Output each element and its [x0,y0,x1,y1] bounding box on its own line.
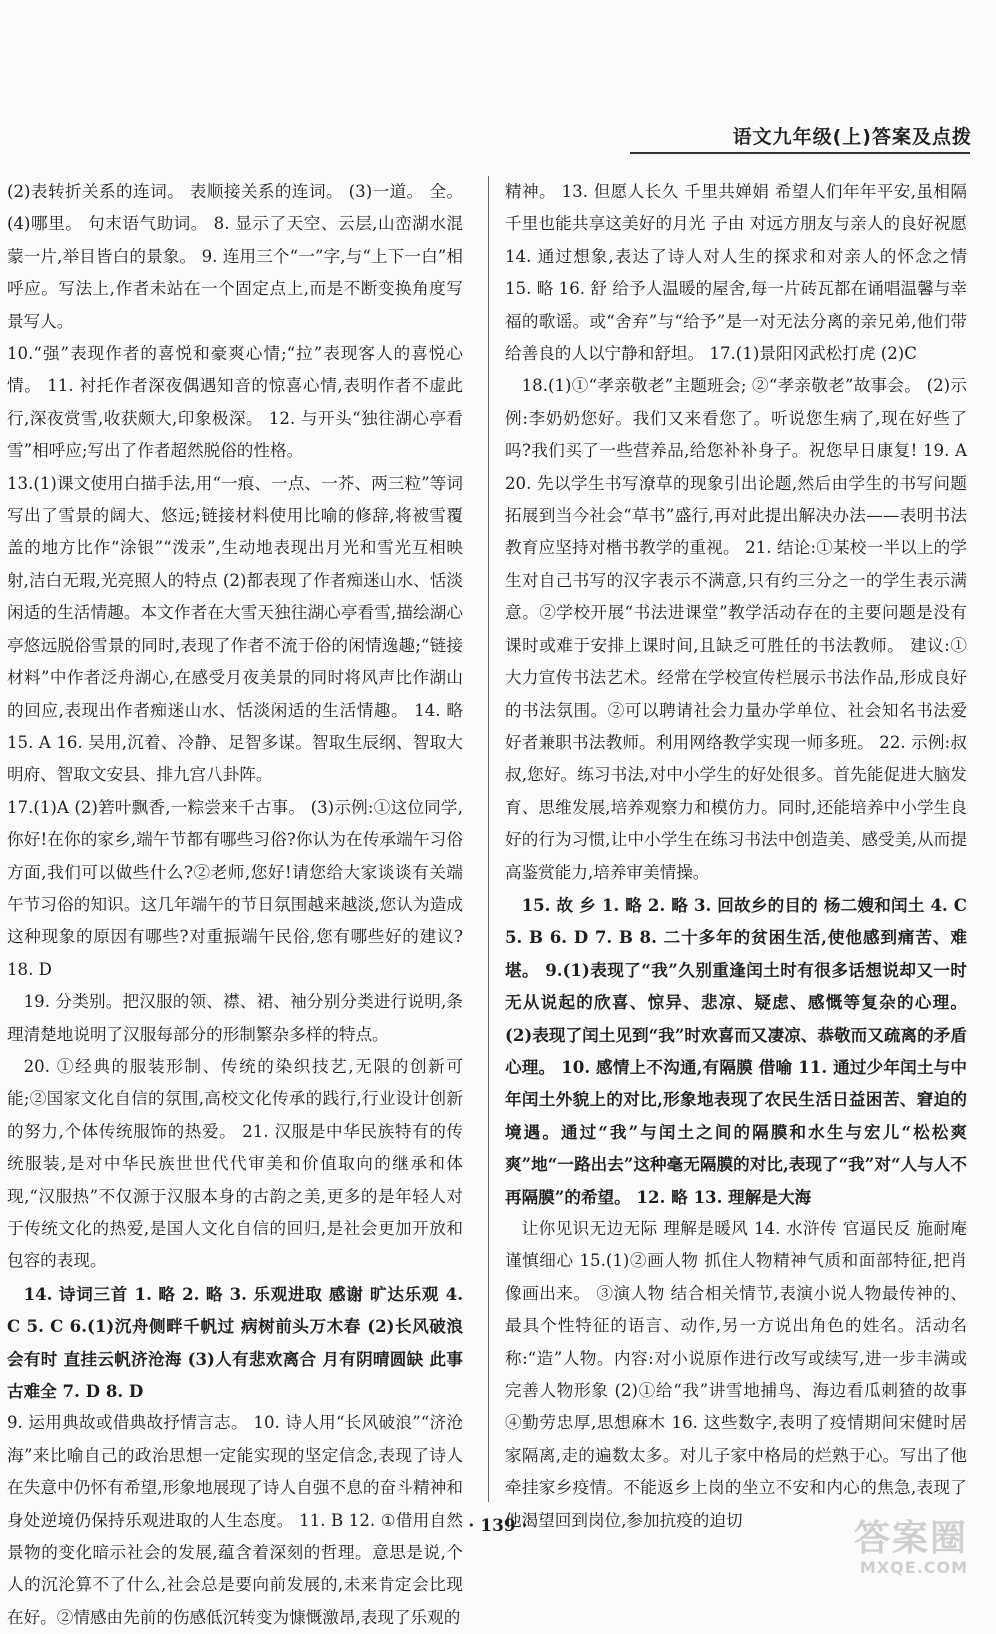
answer-paragraph: 精神。 13. 但愿人长久 千里共婵娟 希望人们年年平安,虽相隔千里也能共享这美好的月光 子由 对远方朋友与亲人的良好祝愿 14. 通过想象,表达了诗人对人生的探求和对亲人的怀念之情 15. 略 16. 舒 给予人温暖的屋舍,每一片砖瓦都在诵唱温馨与幸福的歌谣。或“舍弃”与“给予”是一对无法分离的亲兄弟,他们带给善良的人以宁静和舒坦。 17.(1)景阳冈武松打虎 (2)C [505,182,967,364]
answer-paragraph: 让你见识无边无际 理解是暖风 14. 水浒传 官逼民反 施耐庵 谨慎细心 15.(1)②画人物 抓住人物精神气质和面部特征,把肖像画出来。 ③演人物 结合相关情节,表演小说人物最传神的、最具个性特征的语言、动作,另一方说出角色的姓名。活动名称:“造”人物。内容:对小说原作进行改写或续写,进一步丰满或完善人物形象 (2)①给“我”讲雪地捕鸟、海边看瓜刺猹的故事 ④勤劳忠厚,思想麻木 16. 这些数字,表明了疫情期间宋健时居家隔离,走的遍数太多。对儿子家中格局的烂熟于心。写出了他牵挂家乡疫情。不能返乡上岗的坐立不安和内心的焦急,表现了他渴望回到岗位,参加抗疫的迫切 [505,1219,967,1530]
section-heading-hometown: 15. 故 乡 1. 略 2. 略 3. 回故乡的目的 杨二嫂和闰土 4. C 5. B 6. D 7. B 8. 二十多年的贫困生活,使他感到痛苦、难堪。 9.(1)表现了“我”久别重逢闰土时有很多话想说却又一时无从说起的欣喜、惊异、悲凉、疑虑、感慨等复杂的心理。 (2)表现了闰土见到“我”时欢喜而又凄凉、恭敬而又疏离的矛盾心理。 10. 感情上不沟通,有隔膜 借喻 11. 通过少年闰土与中年闰土外貌上的对比,形象地表现了农民生活日益困苦、窘迫的境遇。通过“我”与闰土之间的隔膜和水生与宏儿“松松爽爽”地“一路出去”这种毫无隔膜的对比,表现了“我”对“人与人不再隔膜”的希望。 12. 略 13. 理解是大海 [505,894,967,1207]
page-header-title: 语文九年级(上)答案及点拨 [732,126,972,148]
section-heading-poems: 14. 诗词三首 1. 略 2. 略 3. 乐观进取 感谢 旷达乐观 4. C 5. C 6.(1)沉舟侧畔千帆过 病树前头万木春 (2)长风破浪会有时 直挂云帆济沧海 (3)人有悲欢离合 月有阴晴圆缺 此事古难全 7. D 8. D [7,1283,463,1402]
column-divider [488,176,489,1502]
watermark-logo [854,1520,974,1582]
answer-paragraph: 19. 分类别。把汉服的领、襟、裙、袖分别分类进行说明,条理清楚地说明了汉服每部分的形制繁杂多样的特点。 [7,992,463,1044]
right-column [505,176,967,1537]
answer-paragraph: 18.(1)①“孝亲敬老”主题班会; ②“孝亲敬老”故事会。 (2)示例:李奶奶您好。我们又来看您了。听说您生病了,现在好些了吗?我们买了一些营养品,给您补补身子。祝您早日康复! 19. A 20. 先以学生书写潦草的现象引出论题,然后由学生的书写问题拓展到当今社会“草书”盛行,再对此提出解决办法——表明书法教育应坚持对楷书教学的重视。 21. 结论:①某校一半以上的学生对自己书写的汉字表示不满意,只有约三分之一的学生表示满意。②学校开展“书法进课堂”教学活动存在的主要问题是没有课时或难于安排上课时间,且缺乏可胜任的书法教师。 建议:①大力宣传书法艺术。经常在学校宣传栏展示书法作品,形成良好的书法氛围。②可以聘请社会力量办学单位、社会知名书法爱好者兼职书法教师。利用网络教学实现一师多班。 22. 示例:叔叔,您好。练习书法,对中小学生的好处很多。首先能促进大脑发育、思维发展,培养观察力和模仿力。同时,还能培养中小学生良好的行为习惯,让中小学生在练习书法中创造美、感受美,从而提高鉴赏能力,培养审美情操。 [505,376,967,882]
header-rule [630,152,970,154]
left-column [7,176,463,1634]
answer-paragraph: 13.(1)课文使用白描手法,用“一痕、一点、一芥、两三粒”等词写出了雪景的阔大、悠远;链接材料使用比喻的修辞,将被雪覆盖的地方比作“涂银”“泼汞”,生动地表现出月光和雪光互相映射,洁白无瑕,光亮照人的特点 (2)都表现了作者痴迷山水、恬淡闲适的生活情趣。本文作者在大雪天独往湖心亭看雪,描绘湖心亭悠远脱俗雪景的同时,表现了作者不流于俗的闲情逸趣;“链接材料”中作者泛舟湖心,在感受月夜美景的同时将风声比作湖山的回应,表现出作者痴迷山水、恬淡闲适的生活情趣。 14. 略 15. A 16. 吴用,沉着、冷静、足智多谋。智取生辰纲、智取大明府、智取文安县、排九宫八卦阵。 [7,473,463,785]
watermark-en: MXQE.COM [859,1558,969,1577]
answer-paragraph: (2)表转折关系的连词。 表顺接关系的连词。 (3)一道。 全。 (4)哪里。 句末语气助词。 8. 显示了天空、云层,山峦湖水混蒙一片,举目皆白的景象。 9. 连用三个“一”字,与“上下一白”相呼应。写法上,作者未站在一个固定点上,而是不断变换角度写景写人。 [7,182,463,331]
answer-paragraph: 17.(1)A (2)箬叶飘香,一粽尝来千古事。 (3)示例:①这位同学,你好!在你的家乡,端午节都有哪些习俗?你认为在传承端午习俗方面,我们可以做些什么?②老师,您好!请您给大家谈谈有关端午节习俗的知识。这几年端午的节日氛围越来越淡,您认为造成这种现象的原因有哪些?对重振端午民俗,您有哪些好的建议? 18. D [7,797,463,979]
answer-paragraph: 20. ①经典的服装形制、传统的染织技艺,无限的创新可能;②国家文化自信的氛围,高校文化传承的践行,行业设计创新的努力,个体传统服饰的热爱。 21. 汉服是中华民族特有的传统服装,是对中华民族世世代代审美和价值取向的继承和体现,“汉服热”不仅源于汉服本身的古韵之美,更多的是年轻人对于传统文化的热爱,是国人文化自信的回归,是社会更加开放和包容的表现。 [7,1056,463,1271]
answer-paragraph: 9. 运用典故或借典故抒情言志。 10. 诗人用“长风破浪”“济沧海”来比喻自己的政治思想一定能实现的坚定信念,表现了诗人在失意中仍怀有希望,形象地展现了诗人自强不息的奋斗精神和身处逆境仍保持乐观进取的人生态度。 11. B 12. ①借用自然景物的变化暗示社会的发展,蕴含着深刻的哲理。意思是说,个人的沉沦算不了什么,社会总是要向前发展的,未来肯定会比现在好。②情感由先前的伤感低沉转变为慷慨激昂,表现了乐观的 [7,1413,463,1627]
watermark-cn: 答案圈 [854,1518,969,1559]
answer-paragraph: 10.“强”表现作者的喜悦和豪爽心情;“拉”表现客人的喜悦心情。 11. 衬托作者深夜偶遇知音的惊喜心情,表明作者不虚此行,深夜赏雪,收获颇大,印象极深。 12. 与开头“独往湖心亭看雪”相呼应;写出了作者超然脱俗的性格。 [7,344,463,461]
page-number: · 139 · [468,1516,528,1536]
